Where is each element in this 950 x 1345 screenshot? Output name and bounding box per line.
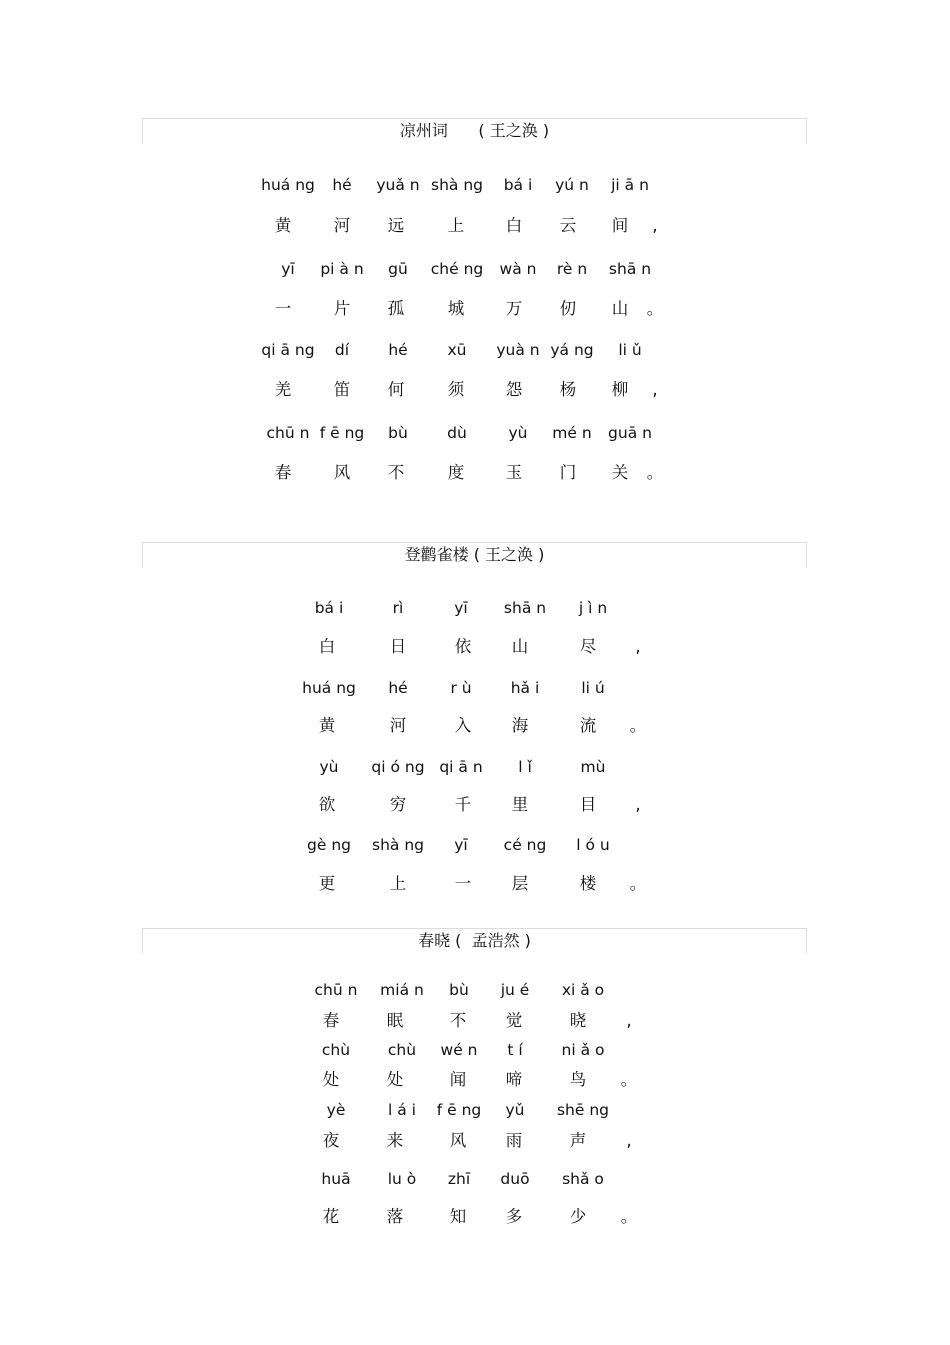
hanzi-character: 闻 bbox=[449, 1070, 467, 1089]
hanzi-character: 杨 bbox=[559, 380, 577, 399]
pinyin-syllable: yuǎ n bbox=[376, 176, 420, 194]
pinyin-syllable: chù bbox=[321, 1041, 351, 1059]
hanzi-character: 觉 bbox=[505, 1011, 523, 1030]
pinyin-syllable: shǎ o bbox=[562, 1170, 604, 1188]
hanzi-character: 不 bbox=[449, 1011, 467, 1030]
pinyin-syllable: j ì n bbox=[578, 599, 608, 617]
pinyin-syllable: shà ng bbox=[372, 836, 424, 854]
pinyin-syllable: mù bbox=[580, 758, 606, 776]
hanzi-character: 山 bbox=[511, 637, 529, 656]
pinyin-line bbox=[0, 756, 950, 778]
pinyin-syllable: xi ǎ o bbox=[561, 981, 605, 999]
hanzi-character: 尽 bbox=[579, 637, 597, 656]
hanzi-line bbox=[0, 715, 950, 737]
hanzi-character: 流 bbox=[579, 716, 597, 735]
hanzi-character: 日 bbox=[389, 637, 407, 656]
hanzi-character: 云 bbox=[559, 216, 577, 235]
pinyin-syllable: huā bbox=[321, 1170, 351, 1188]
pinyin-syllable: ni ǎ o bbox=[561, 1041, 605, 1059]
hanzi-character: 山 bbox=[611, 299, 629, 318]
pinyin-syllable: hé bbox=[332, 176, 352, 194]
hanzi-character: 里 bbox=[511, 795, 529, 814]
pinyin-syllable: duō bbox=[500, 1170, 530, 1188]
pinyin-line bbox=[0, 677, 950, 699]
hanzi-character: 河 bbox=[333, 216, 351, 235]
pinyin-syllable: rì bbox=[392, 599, 404, 617]
hanzi-character: 来 bbox=[386, 1131, 404, 1150]
hanzi-character: 楼 bbox=[579, 874, 597, 893]
hanzi-character: 一 bbox=[454, 874, 472, 893]
hanzi-character: 欲 bbox=[318, 795, 336, 814]
hanzi-character: 羌 bbox=[274, 380, 292, 399]
pinyin-line bbox=[0, 597, 950, 619]
hanzi-character: 笛 bbox=[333, 380, 351, 399]
hanzi-character: 雨 bbox=[505, 1131, 523, 1150]
hanzi-line bbox=[0, 636, 950, 658]
pinyin-syllable: miá n bbox=[380, 981, 424, 999]
pinyin-syllable: yī bbox=[281, 260, 295, 278]
pinyin-syllable: bá i bbox=[503, 176, 533, 194]
punctuation-mark: , bbox=[626, 1131, 632, 1150]
poem-title-bar bbox=[142, 928, 807, 953]
pinyin-line bbox=[0, 258, 950, 280]
pinyin-line bbox=[0, 1168, 950, 1190]
punctuation-mark: , bbox=[652, 216, 658, 235]
hanzi-character: 何 bbox=[387, 380, 405, 399]
hanzi-character: 玉 bbox=[505, 463, 523, 482]
pinyin-syllable: t í bbox=[507, 1041, 523, 1059]
hanzi-character: 河 bbox=[389, 716, 407, 735]
punctuation-mark: , bbox=[635, 795, 641, 814]
hanzi-character: 更 bbox=[318, 874, 336, 893]
hanzi-character: 夜 bbox=[322, 1131, 340, 1150]
pinyin-line bbox=[0, 174, 950, 196]
punctuation-mark: 。 bbox=[629, 874, 647, 893]
hanzi-character: 层 bbox=[511, 874, 529, 893]
hanzi-character: 目 bbox=[579, 795, 597, 814]
hanzi-line bbox=[0, 1010, 950, 1032]
hanzi-character: 柳 bbox=[611, 380, 629, 399]
poem-title-bar bbox=[142, 542, 807, 567]
hanzi-character: 处 bbox=[322, 1070, 340, 1089]
pinyin-syllable: f ē ng bbox=[319, 424, 365, 442]
punctuation-mark: , bbox=[626, 1011, 632, 1030]
pinyin-line bbox=[0, 979, 950, 1001]
pinyin-syllable: l ǐ bbox=[518, 758, 532, 776]
hanzi-character: 入 bbox=[454, 716, 472, 735]
punctuation-mark: 。 bbox=[629, 716, 647, 735]
pinyin-syllable: ju é bbox=[500, 981, 530, 999]
pinyin-syllable: bù bbox=[388, 424, 408, 442]
pinyin-syllable: xū bbox=[447, 341, 467, 359]
poem-title-bar bbox=[142, 118, 807, 143]
hanzi-character: 上 bbox=[447, 216, 465, 235]
hanzi-character: 穷 bbox=[389, 795, 407, 814]
hanzi-line bbox=[0, 1206, 950, 1228]
pinyin-line bbox=[0, 1039, 950, 1061]
hanzi-character: 白 bbox=[318, 637, 336, 656]
hanzi-character: 依 bbox=[454, 637, 472, 656]
hanzi-character: 啼 bbox=[505, 1070, 523, 1089]
pinyin-syllable: yī bbox=[454, 599, 468, 617]
pinyin-syllable: qi ó ng bbox=[371, 758, 425, 776]
hanzi-character: 孤 bbox=[387, 299, 405, 318]
pinyin-syllable: dí bbox=[334, 341, 350, 359]
pinyin-syllable: hé bbox=[388, 679, 408, 697]
pinyin-syllable: l ó u bbox=[576, 836, 610, 854]
hanzi-character: 花 bbox=[322, 1207, 340, 1226]
hanzi-character: 万 bbox=[505, 299, 523, 318]
pinyin-syllable: f ē ng bbox=[436, 1101, 482, 1119]
pinyin-line bbox=[0, 422, 950, 444]
hanzi-character: 晓 bbox=[569, 1011, 587, 1030]
pinyin-line bbox=[0, 834, 950, 856]
hanzi-character: 一 bbox=[274, 299, 292, 318]
punctuation-mark: , bbox=[652, 380, 658, 399]
hanzi-character: 片 bbox=[333, 299, 351, 318]
hanzi-character: 春 bbox=[322, 1011, 340, 1030]
pinyin-syllable: wé n bbox=[440, 1041, 478, 1059]
pinyin-syllable: li ǔ bbox=[618, 341, 642, 359]
hanzi-character: 黄 bbox=[318, 716, 336, 735]
pinyin-syllable: hǎ i bbox=[510, 679, 540, 697]
pinyin-syllable: huá ng bbox=[302, 679, 356, 697]
pinyin-syllable: lu ò bbox=[387, 1170, 417, 1188]
pinyin-syllable: dù bbox=[447, 424, 467, 442]
punctuation-mark: 。 bbox=[620, 1070, 638, 1089]
hanzi-line bbox=[0, 1130, 950, 1152]
pinyin-syllable: zhī bbox=[447, 1170, 471, 1188]
pinyin-syllable: yǔ bbox=[505, 1101, 525, 1119]
pinyin-syllable: rè n bbox=[556, 260, 588, 278]
pinyin-syllable: chū n bbox=[314, 981, 358, 999]
hanzi-line bbox=[0, 298, 950, 320]
hanzi-character: 落 bbox=[386, 1207, 404, 1226]
pinyin-syllable: shā n bbox=[503, 599, 547, 617]
hanzi-character: 须 bbox=[447, 380, 465, 399]
hanzi-character: 度 bbox=[447, 463, 465, 482]
pinyin-syllable: yè bbox=[326, 1101, 346, 1119]
hanzi-character: 城 bbox=[447, 299, 465, 318]
pinyin-syllable: gè ng bbox=[307, 836, 351, 854]
poem-title: 登鹳雀楼 ( 王之涣 ) bbox=[404, 545, 545, 564]
pinyin-syllable: gū bbox=[388, 260, 408, 278]
pinyin-syllable: mé n bbox=[552, 424, 592, 442]
pinyin-line bbox=[0, 1099, 950, 1121]
pinyin-syllable: ji ā n bbox=[611, 176, 649, 194]
hanzi-character: 不 bbox=[387, 463, 405, 482]
pinyin-line bbox=[0, 339, 950, 361]
hanzi-character: 上 bbox=[389, 874, 407, 893]
punctuation-mark: , bbox=[635, 637, 641, 656]
hanzi-character: 知 bbox=[449, 1207, 467, 1226]
pinyin-syllable: yù bbox=[508, 424, 528, 442]
hanzi-line bbox=[0, 1069, 950, 1091]
pinyin-syllable: bá i bbox=[314, 599, 344, 617]
pinyin-syllable: hé bbox=[388, 341, 408, 359]
pinyin-syllable: cé ng bbox=[503, 836, 547, 854]
pinyin-syllable: guā n bbox=[608, 424, 652, 442]
pinyin-syllable: qi ā ng bbox=[261, 341, 315, 359]
hanzi-character: 春 bbox=[274, 463, 292, 482]
hanzi-character: 远 bbox=[387, 216, 405, 235]
pinyin-syllable: bù bbox=[449, 981, 469, 999]
hanzi-character: 风 bbox=[333, 463, 351, 482]
pinyin-syllable: wà n bbox=[499, 260, 537, 278]
hanzi-character: 风 bbox=[449, 1131, 467, 1150]
hanzi-character: 间 bbox=[611, 216, 629, 235]
pinyin-syllable: ché ng bbox=[430, 260, 484, 278]
pinyin-syllable: chù bbox=[387, 1041, 417, 1059]
hanzi-character: 怨 bbox=[505, 380, 523, 399]
hanzi-character: 眠 bbox=[386, 1011, 404, 1030]
pinyin-syllable: l á i bbox=[388, 1101, 416, 1119]
pinyin-syllable: yī bbox=[454, 836, 468, 854]
hanzi-line bbox=[0, 379, 950, 401]
poem-title: 春晓 ( 孟浩然 ) bbox=[418, 931, 531, 950]
pinyin-syllable: qi ā n bbox=[439, 758, 483, 776]
hanzi-line bbox=[0, 462, 950, 484]
hanzi-character: 多 bbox=[505, 1207, 523, 1226]
pinyin-syllable: li ú bbox=[581, 679, 605, 697]
pinyin-syllable: chū n bbox=[266, 424, 310, 442]
punctuation-mark: 。 bbox=[620, 1207, 638, 1226]
hanzi-character: 门 bbox=[559, 463, 577, 482]
pinyin-syllable: r ù bbox=[450, 679, 472, 697]
punctuation-mark: 。 bbox=[646, 299, 664, 318]
pinyin-syllable: yá ng bbox=[550, 341, 594, 359]
pinyin-syllable: shā n bbox=[608, 260, 652, 278]
hanzi-character: 少 bbox=[569, 1207, 587, 1226]
hanzi-character: 白 bbox=[505, 216, 523, 235]
hanzi-line bbox=[0, 873, 950, 895]
hanzi-character: 千 bbox=[454, 795, 472, 814]
pinyin-syllable: yuà n bbox=[496, 341, 540, 359]
pinyin-syllable: yú n bbox=[555, 176, 589, 194]
poem-title: 凉州词 ( 王之涣 ) bbox=[399, 121, 550, 140]
hanzi-character: 海 bbox=[511, 716, 529, 735]
pinyin-syllable: pi à n bbox=[320, 260, 364, 278]
hanzi-line bbox=[0, 794, 950, 816]
punctuation-mark: 。 bbox=[646, 463, 664, 482]
hanzi-character: 黄 bbox=[274, 216, 292, 235]
pinyin-syllable: shà ng bbox=[431, 176, 483, 194]
hanzi-line bbox=[0, 215, 950, 237]
hanzi-character: 关 bbox=[611, 463, 629, 482]
pinyin-syllable: huá ng bbox=[261, 176, 315, 194]
pinyin-syllable: yù bbox=[319, 758, 339, 776]
hanzi-character: 处 bbox=[386, 1070, 404, 1089]
pinyin-syllable: shē ng bbox=[556, 1101, 610, 1119]
hanzi-character: 仞 bbox=[559, 299, 577, 318]
hanzi-character: 鸟 bbox=[569, 1070, 587, 1089]
hanzi-character: 声 bbox=[569, 1131, 587, 1150]
